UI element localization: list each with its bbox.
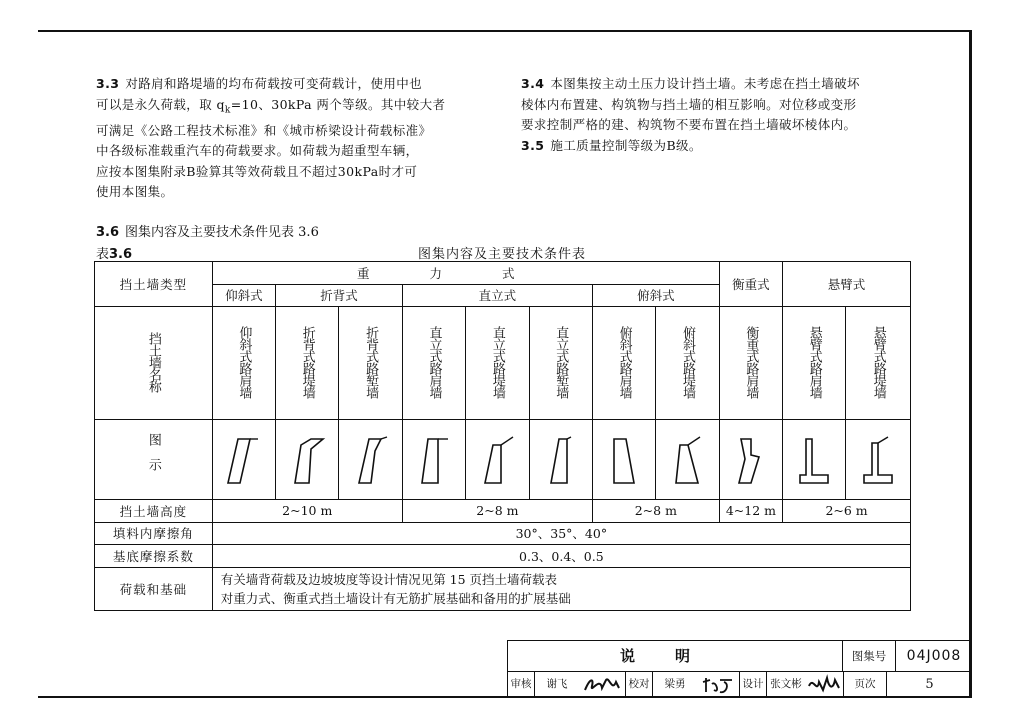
paragraph-line: 中各级标准载重汽车的荷载要求。如荷载为超重型车辆， xyxy=(96,143,419,158)
diagram-declined-shoulder xyxy=(592,420,655,500)
wall-name: 折背式路堑墙 xyxy=(363,325,379,398)
wall-name-cell xyxy=(656,307,719,420)
signature-mark xyxy=(582,674,622,696)
designer-signature xyxy=(805,672,844,697)
diagram-inclined-shoulder xyxy=(212,420,275,500)
header-wall-type: 挡土墙类型 xyxy=(95,262,213,307)
wall-name: 折背式路堤墙 xyxy=(299,325,315,398)
paragraph-line: 使用本图集。 xyxy=(96,184,174,199)
wall-name-cell xyxy=(339,307,402,420)
wall-section-diagram xyxy=(224,431,264,489)
table-caption: 图集内容及主要技术条件表 xyxy=(418,247,587,262)
atlas-number: 04J008 xyxy=(906,648,962,664)
section-number: 3.6 xyxy=(96,225,120,240)
paragraph-line: 施工质量控制等级为B级。 xyxy=(550,137,702,153)
diagram-vertical-cutting xyxy=(529,420,592,500)
diagram-declined-embankment xyxy=(656,420,719,500)
wall-name-cell xyxy=(529,307,592,420)
designer-name: 张文彬 xyxy=(770,678,802,690)
diagram-broken-back-cutting xyxy=(339,420,402,500)
wall-section-diagram xyxy=(414,431,454,489)
wall-name-cell xyxy=(719,307,782,420)
load-line: 有关墙背荷载及边坡坡度等设计情况见第 15 页挡土墙荷载表 xyxy=(220,571,558,587)
wall-section-diagram xyxy=(541,431,581,489)
subheader-declined: 俯斜式 xyxy=(592,284,719,307)
header-gravity: 重力式 xyxy=(212,262,719,285)
drawing-title: 说明 xyxy=(508,641,843,671)
wall-name-cell xyxy=(592,307,655,420)
spec-table xyxy=(94,261,911,611)
frame-top-line xyxy=(38,30,972,32)
title-block-signatures xyxy=(508,672,972,697)
wall-name-cell xyxy=(783,307,846,420)
wall-name-cell xyxy=(466,307,529,420)
wall-name: 俯斜式路堤墙 xyxy=(680,325,696,398)
wall-section-diagram xyxy=(287,431,327,489)
row-label-wall-name xyxy=(95,307,213,420)
diagram-broken-back-embankment xyxy=(276,420,339,500)
load-foundation-text xyxy=(212,567,910,610)
height-value: 2~8 m xyxy=(402,500,592,523)
wall-name-label: 挡土墙名称 xyxy=(145,331,161,392)
row-label-load: 荷载和基础 xyxy=(95,567,213,610)
wall-section-diagram xyxy=(731,431,771,489)
section-number: 3.5 xyxy=(521,137,545,153)
wall-section-diagram xyxy=(351,431,391,489)
wall-name: 悬臂式路肩墙 xyxy=(806,325,822,398)
wall-name: 直立式路堑墙 xyxy=(553,325,569,398)
row-label-friction-angle: 填料内摩擦角 xyxy=(95,522,213,545)
section-3-3 xyxy=(96,74,445,203)
wall-name-cell xyxy=(276,307,339,420)
wall-name: 悬臂式路堤墙 xyxy=(870,325,886,398)
wall-name: 衡重式路肩墙 xyxy=(743,325,759,398)
atlas-number-label: 图集号 xyxy=(843,641,896,671)
paragraph-line: 可以是永久荷载，取 q xyxy=(96,96,225,112)
reviewer-name: 谢飞 xyxy=(546,678,568,690)
header-balance: 衡重式 xyxy=(719,262,782,307)
subscript: k xyxy=(224,105,231,115)
signature-mark xyxy=(700,674,736,696)
section-number: 3.3 xyxy=(96,76,120,91)
diagram-vertical-shoulder xyxy=(402,420,465,500)
signature-mark xyxy=(807,674,841,696)
diagram-label: 图示 xyxy=(145,433,161,484)
frame-right-line xyxy=(969,30,972,698)
table-label xyxy=(96,243,132,262)
section-text: 图集内容及主要技术条件见表 3.6 xyxy=(125,225,319,240)
section-3-4 xyxy=(521,74,860,156)
wall-section-diagram xyxy=(477,431,517,489)
subheader-broken-back: 折背式 xyxy=(276,284,403,307)
page-label: 页次 xyxy=(844,672,887,697)
subheader-vertical: 直立式 xyxy=(402,284,592,307)
height-value: 4~12 m xyxy=(719,500,782,523)
table-label-number: 3.6 xyxy=(109,247,133,262)
section-3-6 xyxy=(96,221,319,240)
checker-name: 梁勇 xyxy=(664,678,686,690)
row-label-base-friction: 基底摩擦系数 xyxy=(95,545,213,568)
wall-name-cell xyxy=(212,307,275,420)
diagram-cantilever-embankment xyxy=(846,420,911,500)
check-label: 校对 xyxy=(626,672,653,697)
base-friction-value: 0.3、0.4、0.5 xyxy=(212,545,910,568)
diagram-cantilever-shoulder xyxy=(783,420,846,500)
reviewer-signature xyxy=(579,672,626,697)
design-label: 设计 xyxy=(740,672,767,697)
section-number: 3.4 xyxy=(521,76,545,91)
diagram-balance-shoulder xyxy=(719,420,782,500)
title-block-row xyxy=(508,641,972,672)
row-label-diagram xyxy=(95,420,213,500)
subheader-inclined: 仰斜式 xyxy=(212,284,275,307)
checker-signature xyxy=(697,672,740,697)
review-label: 审核 xyxy=(508,672,535,697)
wall-name-cell xyxy=(846,307,911,420)
load-line: 对重力式、衡重式挡土墙设计有无筋扩展基础和备用的扩展基础 xyxy=(220,590,571,606)
row-label-height: 挡土墙高度 xyxy=(95,500,213,523)
wall-section-diagram xyxy=(668,431,708,489)
paragraph-line: 要求控制严格的建、构筑物不要布置在挡土墙破坏棱体内。 xyxy=(521,117,857,132)
paragraph-line: =10、30kPa 两个等级。其中较大者 xyxy=(230,96,446,112)
wall-name: 直立式路堤墙 xyxy=(489,325,505,398)
height-value: 2~6 m xyxy=(783,500,911,523)
friction-angle-value: 30°、35°、40° xyxy=(212,522,910,545)
paragraph-line: 对路肩和路堤墙的均布荷载按可变荷载计，使用中也 xyxy=(125,76,423,91)
wall-name: 仰斜式路肩墙 xyxy=(236,325,252,398)
wall-section-diagram xyxy=(794,431,834,489)
paragraph-line: 应按本图集附录B验算其等效荷载且不超过30kPa时才可 xyxy=(96,163,418,179)
paragraph-line: 可满足《公路工程技术标准》和《城市桥梁设计荷载标准》 xyxy=(96,122,432,138)
table-label-prefix: 表 xyxy=(96,247,110,262)
wall-section-diagram xyxy=(604,431,644,489)
paragraph-line: 棱体内布置建、构筑物与挡土墙的相互影响。对位移或变形 xyxy=(521,96,857,112)
wall-name-cell xyxy=(402,307,465,420)
wall-name: 直立式路肩墙 xyxy=(426,325,442,398)
height-value: 2~8 m xyxy=(592,500,719,523)
title-block xyxy=(507,640,972,697)
page-number: 5 xyxy=(925,677,934,692)
height-value: 2~10 m xyxy=(212,500,402,523)
wall-section-diagram xyxy=(858,431,898,489)
wall-name: 俯斜式路肩墙 xyxy=(616,325,632,398)
header-cantilever: 悬臂式 xyxy=(783,262,911,307)
paragraph-line: 本图集按主动土压力设计挡土墙。未考虑在挡土墙破坏 xyxy=(550,76,860,91)
diagram-vertical-embankment xyxy=(466,420,529,500)
